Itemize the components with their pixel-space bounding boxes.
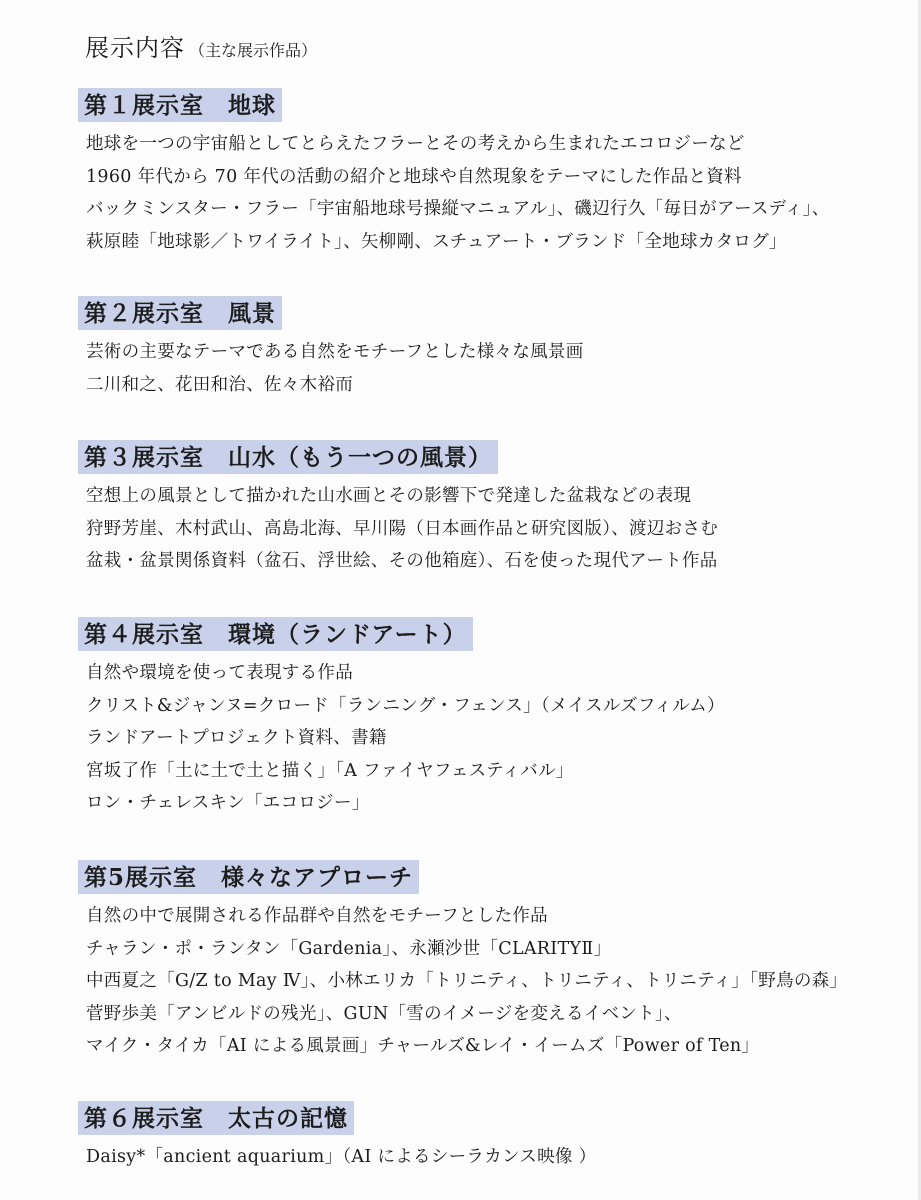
body-line: ロン・チェレスキン「エコロジー」 xyxy=(86,793,370,813)
section-body xyxy=(78,336,898,401)
body-line: 芸術の主要なテーマである自然をモチーフとした様々な風景画 xyxy=(86,342,584,362)
section-heading: 第６展示室 太古の記憶 xyxy=(78,1101,354,1135)
body-line: バックミンスター・フラー「宇宙船地球号操縦マニュアル」、磯辺行久「毎日がアースディ」、 xyxy=(86,199,830,219)
section-heading: 第１展示室 地球 xyxy=(78,88,282,122)
body-line: 菅野歩美「アンビルドの残光」、GUN「雪のイメージを変えるイベント」、 xyxy=(86,1003,682,1024)
body-line: 自然の中で展開される作品群や自然をモチーフとした作品 xyxy=(86,906,548,926)
body-line: クリスト&ジャンヌ=クロード「ランニング・フェンス」（メイスルズフィルム） xyxy=(86,695,725,716)
body-line: 狩野芳崖、木村武山、高島北海、早川陽（日本画作品と研究図版）、渡辺おさむ xyxy=(86,518,719,539)
section-room-4 xyxy=(78,617,898,820)
body-line: 二川和之、花田和治、佐々木裕而 xyxy=(86,374,353,395)
body-line: 自然や環境を使って表現する作品 xyxy=(86,663,353,683)
body-line: チャラン・ポ・ランタン「Gardenia」、永瀬沙世「CLARITYⅡ」 xyxy=(86,938,612,959)
body-line: 地球を一つの宇宙船としてとらえたフラーとその考えから生まれたエコロジーなど xyxy=(86,134,745,154)
section-room-1 xyxy=(78,88,898,258)
title-row xyxy=(85,28,317,63)
body-line: 空想上の風景として描かれた山水画とその影響下で発達した盆栽などの表現 xyxy=(86,486,692,506)
page-title: 展示内容 xyxy=(85,34,185,62)
section-heading: 第４展示室 環境（ランドアート） xyxy=(78,617,473,651)
body-line: Daisy*「ancient aquarium」（AI によるシーラカンス映像 ） xyxy=(86,1147,597,1167)
body-line: 萩原睦「地球影／トワイライト」、矢柳剛、スチュアート・ブランド「全地球カタログ」 xyxy=(86,231,787,252)
body-line: ランドアートプロジェクト資料、書籍 xyxy=(86,728,387,748)
body-line: 1960 年代から 70 年代の活動の紹介と地球や自然現象をテーマにした作品と資料 xyxy=(86,166,742,187)
body-line: 盆栽・盆景関係資料（盆石、浮世絵、その他箱庭）、石を使った現代アート作品 xyxy=(86,551,718,571)
section-heading: 第5展示室 様々なアプローチ xyxy=(78,860,419,894)
section-room-6 xyxy=(78,1101,898,1174)
body-line: マイク・タイカ「AI による風景画」チャールズ&レイ・イームズ「Power of Ten」 xyxy=(86,1036,760,1056)
section-body xyxy=(78,900,898,1063)
section-room-3 xyxy=(78,440,898,578)
section-heading: 第３展示室 山水（もう一つの風景） xyxy=(78,440,498,474)
section-body xyxy=(78,480,898,578)
body-line: 中西夏之「G/Z to May Ⅳ」、小林エリカ「トリニティ、トリニティ、トリニティ」「野鳥の森」 xyxy=(86,971,848,991)
body-line: 宮坂了作「土に土で土と描く」「A ファイヤフェスティバル」 xyxy=(86,760,574,781)
section-room-2 xyxy=(78,296,898,401)
section-body xyxy=(78,1141,898,1174)
section-room-5 xyxy=(78,860,898,1063)
section-body xyxy=(78,657,898,820)
page-subtitle: （主な展示作品） xyxy=(189,41,318,60)
section-heading: 第２展示室 風景 xyxy=(78,296,282,330)
section-body xyxy=(78,128,898,258)
